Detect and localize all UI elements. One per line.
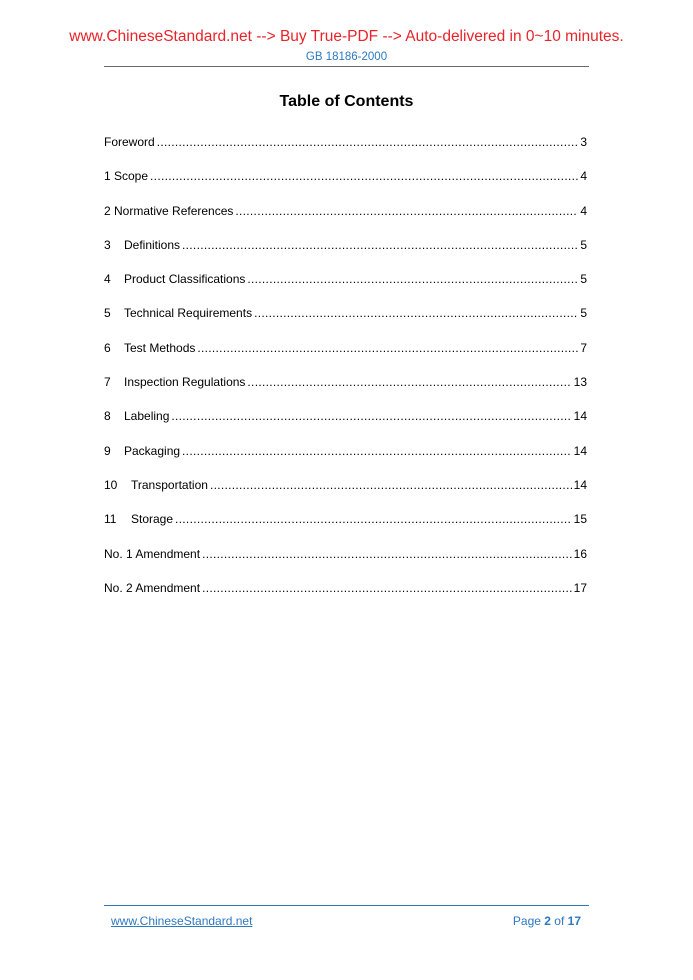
toc-entry-page: 4	[580, 169, 587, 184]
toc-entry-amendment-1[interactable]	[104, 547, 587, 581]
toc-dot-leader	[254, 306, 578, 320]
header-divider	[104, 66, 589, 67]
toc-entry-inspection-regulations[interactable]	[104, 375, 587, 409]
page-current: 2	[544, 914, 551, 928]
toc-entry-definitions[interactable]	[104, 238, 587, 272]
toc-entry-page: 3	[580, 135, 587, 149]
toc-entry-page: 14	[573, 409, 587, 424]
page-number	[513, 914, 581, 928]
toc-entry-product-classifications[interactable]	[104, 272, 587, 306]
toc-dot-leader	[182, 238, 578, 252]
toc-entry-label: Storage	[131, 512, 174, 527]
footer-divider	[104, 905, 589, 906]
toc-entry-label: Inspection Regulations	[124, 375, 246, 390]
toc-dot-leader	[210, 478, 572, 492]
toc-dot-leader	[197, 341, 578, 355]
toc-entry-page: 16	[573, 546, 587, 561]
toc-entry-storage[interactable]	[104, 512, 587, 546]
toc-dot-leader	[235, 204, 578, 218]
toc-entry-number: 11	[104, 512, 117, 527]
toc-entry-page: 15	[573, 512, 587, 527]
toc-entry-number: 3	[104, 237, 111, 252]
toc-entry-label: No. 1 Amendment	[104, 546, 201, 561]
table-of-contents	[104, 135, 587, 615]
toc-entry-page: 4	[580, 203, 587, 218]
toc-dot-leader	[157, 135, 579, 149]
toc-dot-leader	[171, 409, 571, 423]
toc-entry-label: Packaging	[124, 443, 181, 458]
toc-entry-foreword[interactable]	[104, 135, 587, 169]
toc-title: Table of Contents	[279, 93, 414, 110]
toc-entry-page: 13	[573, 375, 587, 390]
toc-entry-number: 4	[104, 272, 111, 287]
toc-entry-number: 6	[104, 340, 111, 355]
toc-dot-leader	[247, 375, 571, 389]
toc-dot-leader	[182, 444, 572, 458]
toc-entry-label: Foreword	[104, 135, 155, 149]
toc-entry-page: 14	[573, 477, 587, 492]
toc-entry-label: 1 Scope	[104, 169, 149, 184]
page-of: of	[550, 914, 568, 928]
toc-entry-labeling[interactable]	[104, 409, 587, 443]
toc-dot-leader	[247, 272, 578, 286]
toc-entry-transportation[interactable]	[104, 478, 587, 512]
toc-entry-page: 5	[580, 272, 587, 287]
toc-entry-label: 2 Normative References	[104, 203, 234, 218]
page-prefix: Page	[512, 914, 545, 928]
toc-entry-label: Transportation	[131, 477, 208, 492]
toc-entry-number: 10	[104, 477, 118, 492]
toc-entry-label: No. 2 Amendment	[104, 580, 201, 595]
toc-dot-leader	[150, 169, 578, 183]
toc-entry-number: 5	[104, 306, 111, 321]
toc-entry-packaging[interactable]	[104, 444, 587, 478]
page-total: 17	[567, 914, 581, 928]
toc-entry-technical-requirements[interactable]	[104, 306, 587, 340]
toc-dot-leader	[202, 547, 572, 561]
footer-site-link[interactable]: www.ChineseStandard.net	[111, 914, 253, 928]
toc-entry-label: Technical Requirements	[124, 306, 253, 321]
toc-entry-number: 9	[104, 443, 111, 458]
toc-entry-page: 5	[580, 306, 587, 321]
toc-entry-page: 17	[573, 580, 587, 595]
toc-dot-leader	[175, 512, 572, 526]
toc-dot-leader	[202, 581, 572, 595]
promo-banner: www.ChineseStandard.net --> Buy True-PDF --> Auto-delivered in 0~10 minutes.	[69, 28, 624, 45]
toc-entry-test-methods[interactable]	[104, 341, 587, 375]
toc-entry-scope[interactable]	[104, 169, 587, 203]
toc-entry-label: Product Classifications	[124, 272, 246, 287]
toc-entry-label: Definitions	[124, 237, 181, 252]
toc-entry-amendment-2[interactable]	[104, 581, 587, 615]
toc-entry-label: Labeling	[124, 409, 170, 424]
toc-entry-number: 7	[104, 375, 111, 390]
toc-entry-number: 8	[104, 409, 111, 424]
toc-entry-page: 7	[580, 340, 587, 355]
toc-entry-page: 5	[580, 237, 587, 252]
toc-entry-normative-references[interactable]	[104, 204, 587, 238]
standard-code: GB 18186-2000	[305, 51, 388, 63]
toc-entry-page: 14	[573, 443, 587, 458]
toc-entry-label: Test Methods	[124, 340, 196, 355]
